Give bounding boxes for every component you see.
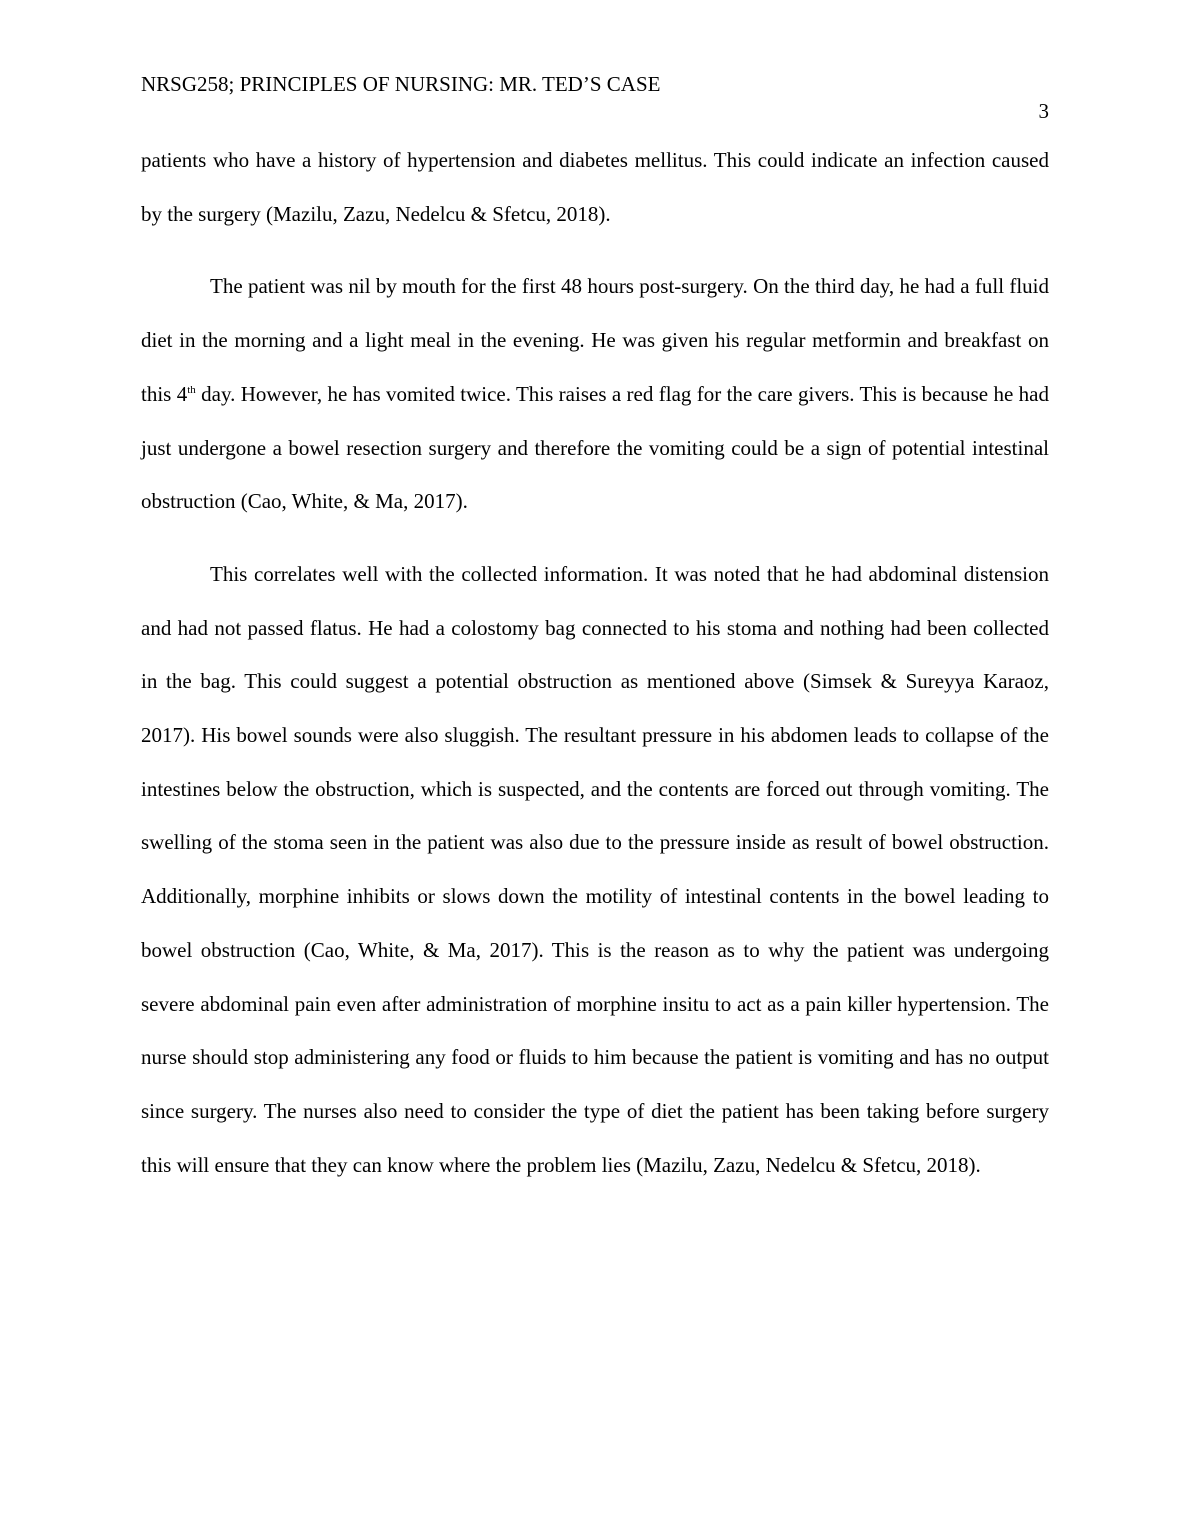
paragraph-2-part-1: The patient was nil by mouth for the first 48 hours post-surgery. On the third day, he had a full fluid diet in the morning and a light meal in the evening. He was given his regular metformin and breakfast on this 4	[141, 274, 1049, 406]
paragraph-3: This correlates well with the collected information. It was noted that he had abdominal distension and had not passed flatus. He had a colostomy bag connected to his stoma and nothing had been collected in the bag. This could suggest a potential obstruction as mentioned above (Simsek & Sureyya Karaoz, 2017). His bowel sounds were also sluggish. The resultant pressure in his abdomen leads to collapse of the intestines below the obstruction, which is suspected, and the contents are forced out through vomiting. The swelling of the stoma seen in the patient was also due to the pressure inside as result of bowel obstruction. Additionally, morphine inhibits or slows down the motility of intestinal contents in the bowel leading to bowel obstruction (Cao, White, & Ma, 2017). This is the reason as to why the patient was undergoing severe abdominal pain even after administration of morphine insitu to act as a pain killer hypertension. The nurse should stop administering any food or fluids to him because the patient is vomiting and has no output since surgery. The nurses also need to consider the type of diet the patient has been taking before surgery this will ensure that they can know where the problem lies (Mazilu, Zazu, Nedelcu & Sfetcu, 2018).	[141, 561, 1049, 1177]
ordinal-superscript: th	[187, 383, 196, 396]
paragraph-2	[141, 260, 1049, 529]
running-head: NRSG258; PRINCIPLES OF NURSING: MR. TED’S CASE	[141, 72, 661, 96]
body-text	[141, 134, 1049, 1192]
paragraph-2-part-2: day. However, he has vomited twice. This raises a red flag for the care givers. This is because he had just undergone a bowel resection surgery and therefore the vomiting could be a sign of potential intestinal obstruction (Cao, White, & Ma, 2017).	[141, 381, 1049, 514]
paragraph-1: patients who have a history of hypertension and diabetes mellitus. This could indicate an infection caused by the surgery (Mazilu, Zazu, Nedelcu & Sfetcu, 2018).	[141, 148, 1049, 226]
page-number: 3	[1038, 99, 1049, 123]
